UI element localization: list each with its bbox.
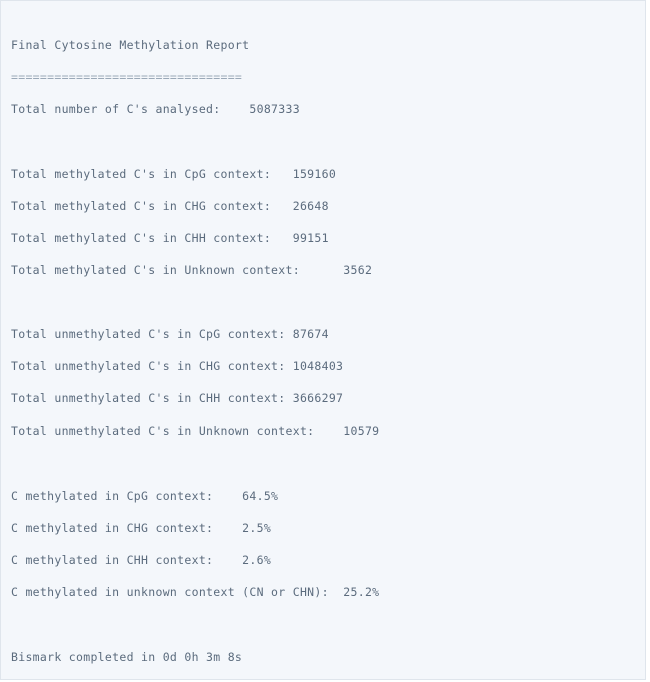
unmethylated-cpg-line: Total unmethylated C's in CpG context: 87674 [11, 327, 329, 341]
methylated-chh-line: Total methylated C's in CHH context: 99151 [11, 231, 329, 245]
percent-cpg-line: C methylated in CpG context: 64.5% [11, 489, 279, 503]
methylated-cpg-line: Total methylated C's in CpG context: 159160 [11, 167, 337, 181]
percent-chg-line: C methylated in CHG context: 2.5% [11, 521, 272, 535]
methylated-unknown-line: Total methylated C's in Unknown context: 3562 [11, 263, 373, 277]
percent-chh-line: C methylated in CHH context: 2.6% [11, 553, 272, 567]
unmethylated-unknown-line: Total unmethylated C's in Unknown context: 10579 [11, 424, 380, 438]
report-title: Final Cytosine Methylation Report [11, 38, 250, 52]
unmethylated-chh-line: Total unmethylated C's in CHH context: 3666297 [11, 391, 344, 405]
unmethylated-chg-line: Total unmethylated C's in CHG context: 1048403 [11, 359, 344, 373]
title-separator: ================================ [11, 70, 243, 84]
completion-line: Bismark completed in 0d 0h 3m 8s [11, 650, 243, 664]
percent-unknown-line: C methylated in unknown context (CN or CHN): 25.2% [11, 585, 380, 599]
total-analysed-line: Total number of C's analysed: 5087333 [11, 102, 300, 116]
methylated-chg-line: Total methylated C's in CHG context: 26648 [11, 199, 329, 213]
